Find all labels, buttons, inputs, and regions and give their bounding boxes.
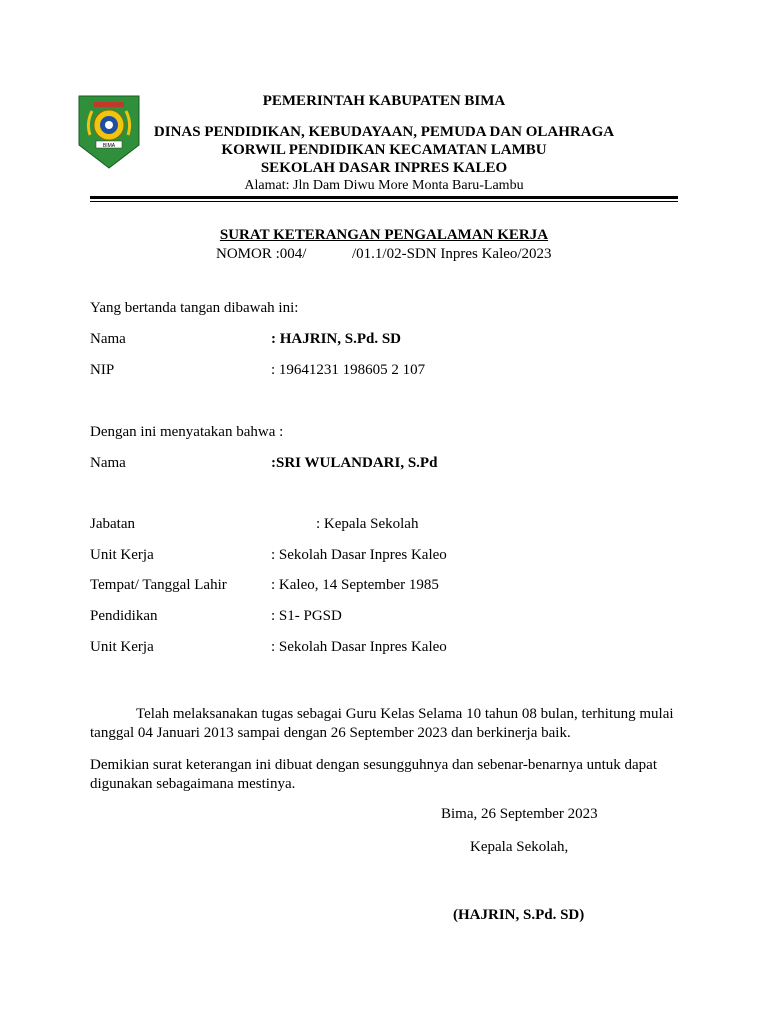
letterhead-rule-thick [90,196,678,199]
signer-intro: Yang bertanda tangan dibawah ini: [90,300,299,316]
detail-jabatan-value: : Kepala Sekolah [316,516,419,532]
signature-place-date: Bima, 26 September 2023 [441,806,598,822]
detail-unit-kerja-value: : Sekolah Dasar Inpres Kaleo [271,547,447,563]
paragraph-closing-line1: Demikian surat keterangan ini dibuat dengan sesungguhnya dan sebenar-benarnya untuk dapat [90,757,658,773]
detail-education-value: : S1- PGSD [271,608,342,624]
subject-intro: Dengan ini menyatakan bahwa : [90,424,284,440]
detail-unit-kerja-2-label: Unit Kerja [90,639,154,655]
signer-name-label: Nama [90,331,126,347]
document-number-suffix: /01.1/02-SDN Inpres Kaleo/2023 [352,246,552,262]
document-number-prefix: NOMOR :004/ [216,246,307,262]
svg-text:BIMA: BIMA [102,143,116,149]
detail-birth-label: Tempat/ Tanggal Lahir [90,577,227,593]
paragraph-closing-line2: digunakan sebagaimana mestinya. [90,776,296,792]
header-agency: DINAS PENDIDIKAN, KEBUDAYAAN, PEMUDA DAN OLAHRAGA [153,124,615,140]
detail-education-label: Pendidikan [90,608,158,624]
detail-birth-value: : Kaleo, 14 September 1985 [271,577,439,593]
document-title [0,227,768,244]
detail-unit-kerja-2-value: : Sekolah Dasar Inpres Kaleo [271,639,447,655]
detail-jabatan-label: Jabatan [90,516,135,532]
signer-nip-value: : 19641231 198605 2 107 [271,362,426,378]
signer-nip-label: NIP [90,362,115,378]
header-address: Alamat: Jln Dam Diwu More Monta Baru-Lambu [244,178,524,193]
detail-unit-kerja-label: Unit Kerja [90,547,154,563]
header-government: PEMERINTAH KABUPATEN BIMA [262,93,506,109]
subject-name-label: Nama [90,455,126,471]
document-title-text: SURAT KETERANGAN PENGALAMAN KERJA [219,227,549,243]
signature-position: Kepala Sekolah, [470,839,569,855]
header-school: SEKOLAH DASAR INPRES KALEO [260,160,508,176]
signature-name: (HAJRIN, S.Pd. SD) [453,907,585,923]
letterhead-rule-thin [90,201,678,202]
paragraph-service-line2: tanggal 04 Januari 2013 sampai dengan 26 September 2023 dan berkinerja baik. [90,725,571,741]
subject-name-value: :SRI WULANDARI, S.Pd [271,455,438,471]
paragraph-service-line1: Telah melaksanakan tugas sebagai Guru Kelas Selama 10 tahun 08 bulan, terhitung mulai [136,706,674,722]
header-korwil: KORWIL PENDIDIKAN KECAMATAN LAMBU [221,142,547,158]
signer-name-value: : HAJRIN, S.Pd. SD [271,331,402,347]
